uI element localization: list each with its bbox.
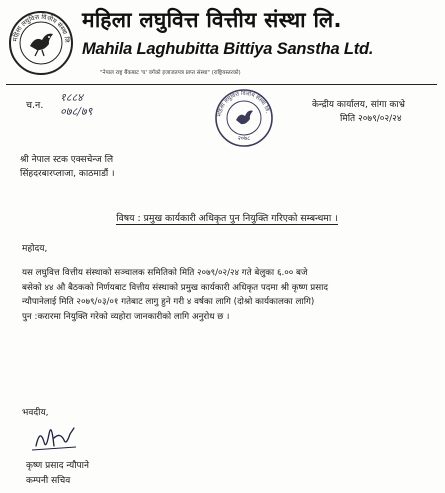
- letter-body: [22, 266, 432, 324]
- body-line-3: न्यौपानेलाई मिति २०७९/०३/०१ गतेबाट लागु हुने गरी ४ वर्षका लागि (दोश्रो कार्यकालका लागि): [22, 297, 315, 307]
- letter-date: मिति २०७९/०२/२४: [340, 114, 402, 124]
- addressee-line-1: श्री नेपाल स्टक एक्सचेन्ज लि: [20, 155, 114, 165]
- addressee-line-2: सिंहदरबारप्लाजा, काठमाडौं ।: [20, 169, 115, 179]
- body-line-4: पुन :करारमा नियुक्ति गरेको व्यहोरा जानकारीको लागि अनुरोध छ ।: [22, 311, 230, 322]
- body-line-1: यस लघुवित्त वित्तीय संस्थाको सञ्चालक समितिको मिति २०७९/०२/२४ गते बेलुका ६.०० बजे: [22, 268, 308, 278]
- org-name-nepali: महिला लघुवित्त वित्तीय संस्था लि.: [82, 8, 342, 32]
- handwritten-signature-icon: [30, 420, 80, 454]
- closing: भवदीय,: [22, 408, 49, 418]
- round-seal-icon: [214, 88, 274, 148]
- stamp-text: महिला लघुवित्त वित्तीय संस्था लि.: [217, 90, 271, 117]
- stamp-year: २०७८: [237, 135, 251, 142]
- svg-text:महिला लघुवित्त वित्तीय संस्था: [217, 90, 271, 117]
- reference-number-handwritten: १८८४: [60, 91, 83, 104]
- logo-text: महिला लघुवित्त वित्तीय संस्था लि: [12, 13, 71, 44]
- reference-year-handwritten: ०७८/७९: [60, 105, 93, 118]
- salutation: महोदय,: [22, 244, 48, 254]
- org-name-english: Mahila Laghubitta Bittiya Sanstha Ltd.: [82, 40, 374, 58]
- letterhead: [0, 0, 445, 86]
- signer-name: कृष्ण प्रसाद न्यौपाने: [26, 461, 89, 471]
- org-tagline: "नेपाल राष्ट्र बैंकबाट 'घ' वर्गको इजाजतपत्र प्राप्त संस्था" (राष्ट्रियस्तरको): [100, 70, 241, 76]
- reference-label: च.न.: [26, 100, 44, 111]
- header-divider: [6, 84, 437, 85]
- addressee: [20, 153, 115, 181]
- bird-emblem-icon: [8, 10, 74, 76]
- subject-text: विषय : प्रमुख कार्यकारी अधिकृत पुन नियुक्ति गरिएको सम्बन्धमा ।: [116, 213, 338, 224]
- body-line-2: बसेको ४४ औ बैठकको निर्णयबाट वित्तीय संस्थाको प्रमुख कार्यकारी अधिकृत पदमा श्री कृष्ण प्रसाद: [22, 282, 328, 293]
- signer-title: कम्पनी सचिव: [26, 476, 71, 486]
- subject: [70, 211, 384, 227]
- office-location: केन्द्रीय कार्यालय, सांगा काभ्रे: [312, 100, 405, 110]
